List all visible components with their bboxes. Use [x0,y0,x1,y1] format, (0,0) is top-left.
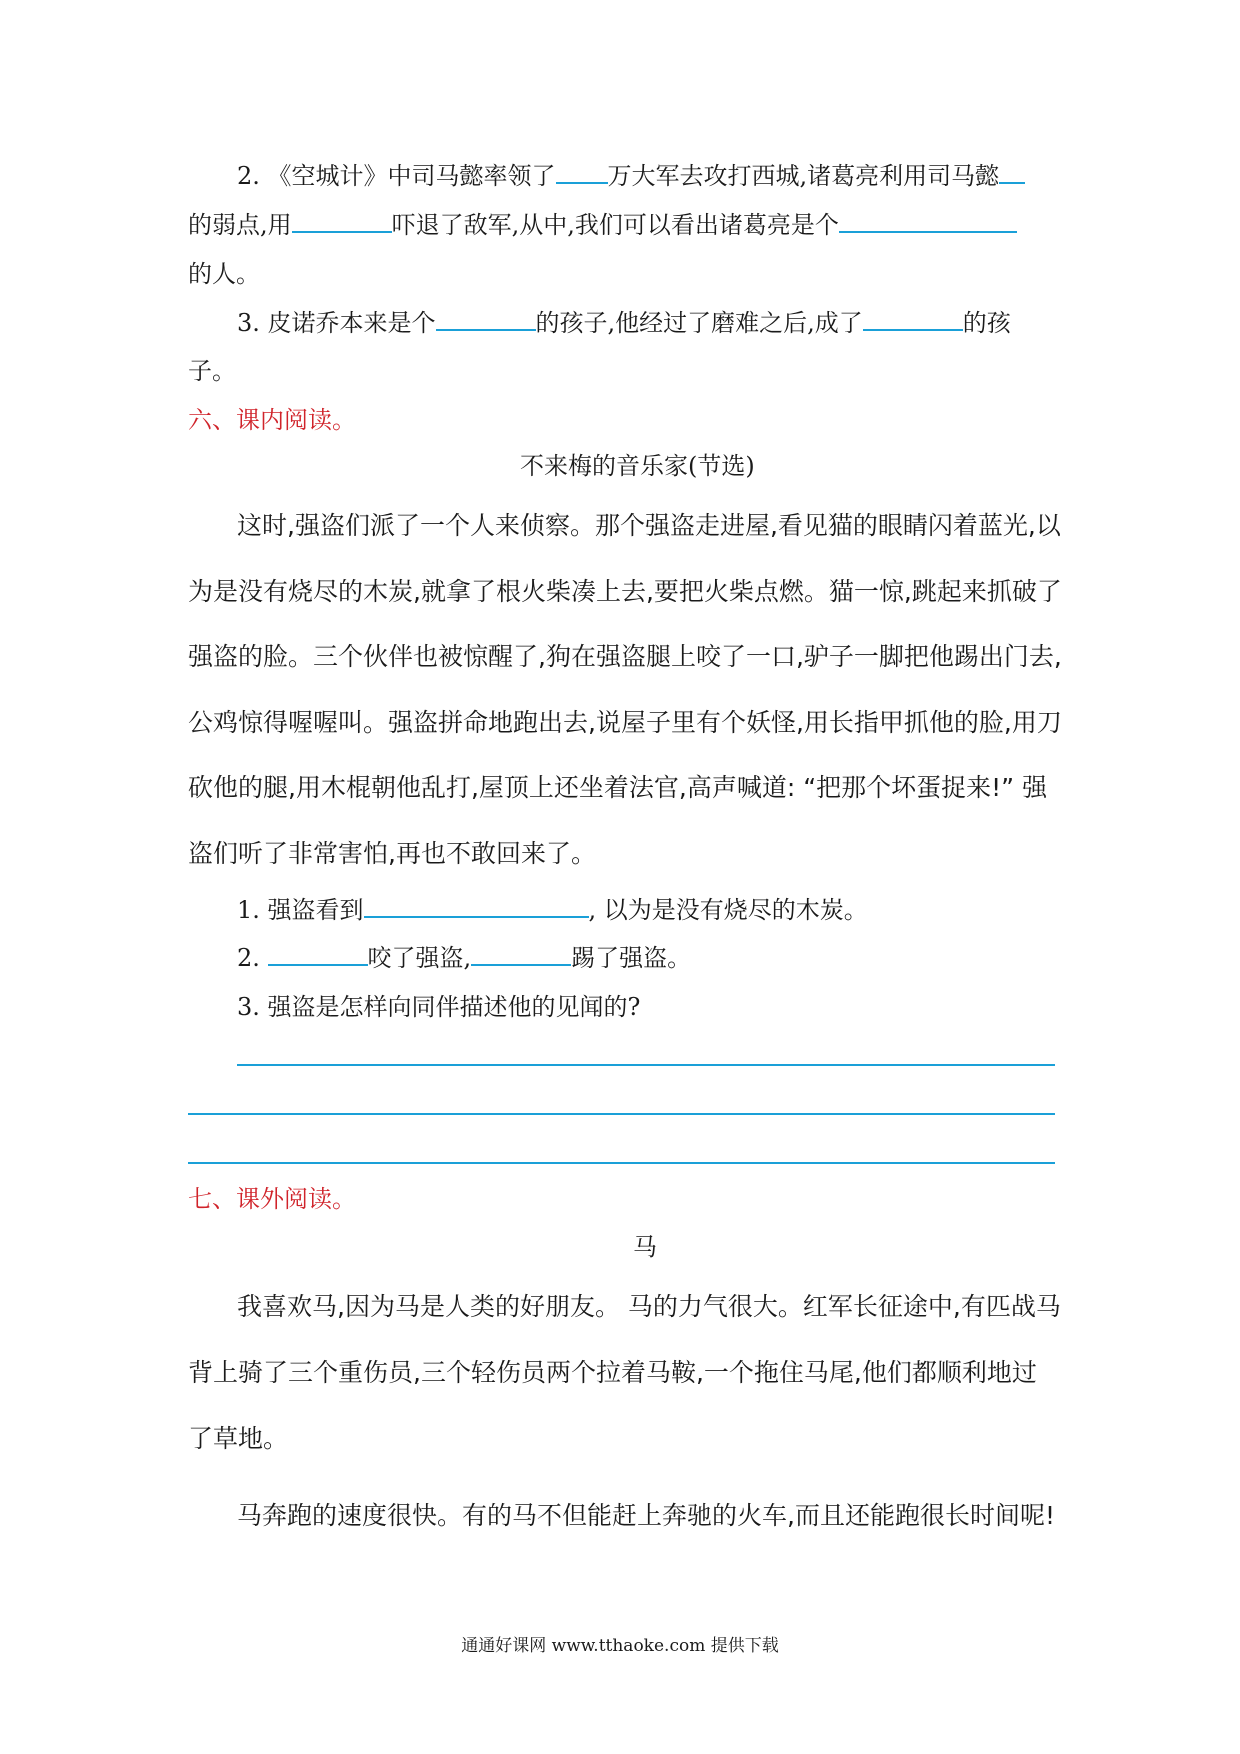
s6-passage-line-1: 这时,强盗们派了一个人来侦察。那个强盗走进屋,看见猫的眼睛闪着蓝光,以 [237,511,1061,540]
s6-q2-blank-2[interactable] [471,942,571,966]
section-7-heading: 七、课外阅读。 [188,1185,356,1213]
s6-q1-blank[interactable] [364,894,589,918]
q2-line-2 [188,209,1017,241]
q2-blank-3[interactable] [292,209,392,233]
s6-passage-line-3: 强盗的脸。三个伙伴也被惊醒了,狗在强盗腿上咬了一口,驴子一脚把他踢出门去, [188,642,1062,671]
s6-answer-line-3[interactable] [188,1162,1055,1164]
s6-question-2 [237,942,691,974]
s6-q2-blank-1[interactable] [268,942,368,966]
s7-passage-line-2: 背上骑了三个重伤员,三个轻伤员两个拉着马鞍,一个拖住马尾,他们都顺利地过 [188,1358,1037,1387]
q2-text-d: 吓退了敌军,从中,我们可以看出诸葛亮是个 [391,211,839,239]
q3-number: 3. [237,309,268,337]
s6-answer-line-1[interactable] [237,1064,1055,1066]
q3-line-1 [237,307,1011,339]
q3-text-c: 的孩 [962,309,1011,337]
q2-line-1 [237,160,1025,192]
section-6-heading: 六、课内阅读。 [188,406,356,434]
q2-number: 2. [237,162,268,190]
s6-q2-number: 2. [237,944,268,972]
s7-passage-line-3: 了草地。 [188,1424,289,1453]
q3-text-b: 的孩子,他经过了磨难之后,成了 [535,309,863,337]
q2-line-3 [188,258,260,290]
s6-answer-line-2[interactable] [188,1113,1055,1115]
s6-question-1 [237,894,868,926]
s7-passage-line-4: 马奔跑的速度很快。有的马不但能赶上奔驰的火车,而且还能跑很长时间呢! [237,1501,1055,1530]
q3-line-2 [188,355,236,387]
q2-blank-1[interactable] [556,160,608,184]
s6-question-3: 3. 强盗是怎样向同伴描述他的见闻的? [237,993,641,1021]
q2-blank-2[interactable] [999,160,1025,184]
q3-text-d: 子。 [188,357,236,385]
s7-passage-line-1: 我喜欢马,因为马是人类的好朋友。 马的力气很大。红军长征途中,有匹战马 [237,1292,1061,1321]
q3-blank-1[interactable] [436,307,536,331]
s6-passage-line-4: 公鸡惊得喔喔叫。强盗拼命地跑出去,说屋子里有个妖怪,用长指甲抓他的脸,用刀 [188,708,1062,737]
s6-q2-text-b: 踢了强盗。 [571,944,692,972]
q2-text-b: 万大军去攻打西城,诸葛亮利用司马懿 [607,162,1000,190]
s6-passage-line-6: 盗们听了非常害怕,再也不敢回来了。 [188,839,596,868]
q3-text-a: 皮诺乔本来是个 [267,309,436,337]
s6-q1-text-a: 1. 强盗看到 [237,896,364,924]
q3-blank-2[interactable] [863,307,963,331]
section-6-title: 不来梅的音乐家(节选) [520,452,755,480]
q2-text-e: 的人。 [188,260,260,288]
s6-q2-text-a: 咬了强盗, [367,944,472,972]
section-7-title: 马 [633,1233,657,1261]
s6-passage-line-2: 为是没有烧尽的木炭,就拿了根火柴凑上去,要把火柴点燃。猫一惊,跳起来抓破了 [188,577,1062,606]
q2-blank-4[interactable] [839,209,1017,233]
s6-passage-line-5: 砍他的腿,用木棍朝他乱打,屋顶上还坐着法官,高声喊道: “把那个坏蛋捉来!” 强 [188,773,1048,802]
page-footer: 通通好课网 www.tthaoke.com 提供下载 [461,1636,779,1656]
s6-q1-text-b: , 以为是没有烧尽的木炭。 [588,896,868,924]
q2-text-a: 《空城计》中司马懿率领了 [267,162,556,190]
q2-text-c: 的弱点,用 [188,211,292,239]
